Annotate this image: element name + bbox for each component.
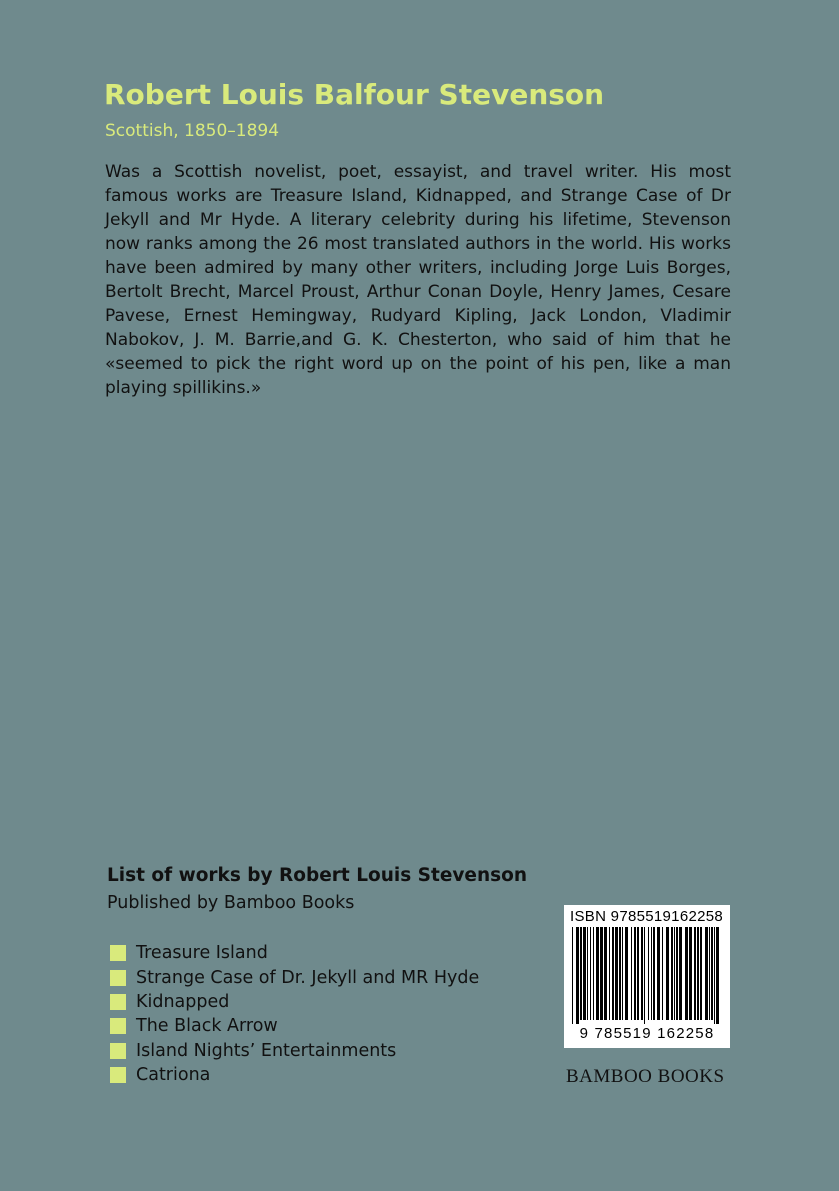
list-item bbox=[110, 1039, 479, 1063]
work-title: Island Nights’ Entertainments bbox=[136, 1040, 397, 1061]
work-title: Catriona bbox=[136, 1065, 211, 1086]
list-item bbox=[110, 965, 479, 989]
barcode-bars-icon bbox=[570, 927, 724, 1024]
list-item bbox=[110, 941, 479, 965]
isbn-label: ISBN 9785519162258 bbox=[570, 908, 724, 925]
work-title: The Black Arrow bbox=[136, 1016, 278, 1037]
work-title: Treasure Island bbox=[136, 943, 268, 964]
work-title: Strange Case of Dr. Jekyll and MR Hyde bbox=[136, 967, 480, 988]
work-title: Kidnapped bbox=[136, 991, 230, 1012]
author-bio: Was a Scottish novelist, poet, essayist, and travel writer. His most famous works are Treasure Island, Kidnapped, and Strange Case of Dr Jekyll and Mr Hyde. A literary celebrity during his lifetime, Stevenson now ranks among the 26 most translated authors in the world. His works have been admired by many other writers, including Jorge Luis Borges, Bertolt Brecht, Marcel Proust, Arthur Conan Doyle, Henry James, Cesare Pavese, Ernest Hemingway, Rudyard Kipling, Jack London, Vladimir Nabokov, J. M. Barrie,and G. K. Chesterton, who said of him that he «seemed to pick the right word up on the point of his pen, like a man playing spillikins.» bbox=[105, 162, 731, 398]
square-bullet-icon bbox=[110, 1067, 126, 1083]
isbn-barcode bbox=[564, 905, 730, 1048]
square-bullet-icon bbox=[110, 945, 126, 961]
works-publisher-line: Published by Bamboo Books bbox=[107, 893, 355, 913]
author-nationality-dates: Scottish, 1850–1894 bbox=[105, 121, 280, 141]
works-list bbox=[110, 941, 479, 1087]
list-item bbox=[110, 1014, 479, 1038]
square-bullet-icon bbox=[110, 1018, 126, 1034]
square-bullet-icon bbox=[110, 970, 126, 986]
square-bullet-icon bbox=[110, 1043, 126, 1059]
square-bullet-icon bbox=[110, 994, 126, 1010]
list-item bbox=[110, 1063, 479, 1087]
author-name: Robert Louis Balfour Stevenson bbox=[104, 78, 605, 111]
list-item bbox=[110, 990, 479, 1014]
works-list-heading: List of works by Robert Louis Stevenson bbox=[107, 865, 528, 886]
isbn-digits: 9 785519 162258 bbox=[579, 1025, 715, 1042]
publisher-logo-text: BAMBOO BOOKS bbox=[566, 1066, 725, 1087]
